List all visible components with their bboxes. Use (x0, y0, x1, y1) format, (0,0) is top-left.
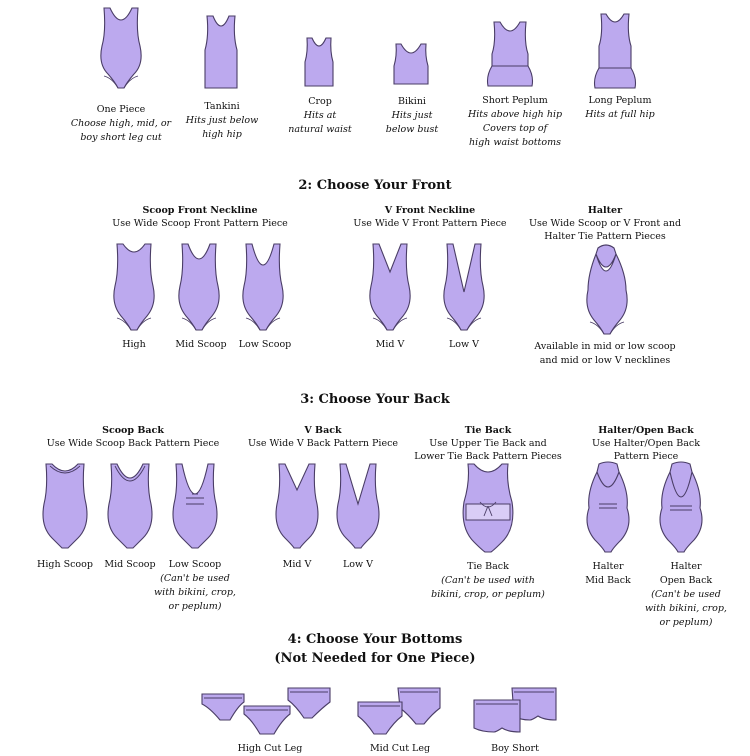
group-subtitle: Pattern Piece (613, 451, 679, 462)
low-v-back-illustration (336, 462, 380, 550)
bottoms-heading-line: 4: Choose Your Bottoms (287, 632, 463, 647)
tie-back-group-title (410, 424, 566, 463)
group-subtitle: Use Wide Scoop or V Front and (528, 218, 682, 229)
halter-front-group-title (520, 204, 690, 243)
group-title: V Front Neckline (384, 205, 476, 216)
crop-caption (270, 95, 370, 137)
option-note: Covers top of (482, 123, 548, 134)
front-mid-v-label: Mid V (375, 339, 405, 350)
tie-back-illustration (460, 462, 516, 554)
restriction-note: with bikini, crop, (154, 587, 236, 598)
option-note: Choose high, mid, or (70, 118, 172, 129)
long-peplum-caption (570, 94, 670, 122)
option-note: natural waist (288, 124, 352, 135)
option-note: Hits just (391, 110, 433, 121)
mid-cut-leg-illustration (356, 686, 442, 736)
one-piece-illustration (100, 6, 142, 90)
option-label: Short Peplum (482, 95, 548, 106)
option-note: below bust (385, 124, 439, 135)
group-title: Scoop Back (102, 425, 164, 436)
high-scoop-front-illustration (113, 242, 155, 332)
high-cut-leg-illustration (200, 686, 332, 738)
crop-illustration (303, 36, 335, 88)
option-label: Bikini (398, 96, 426, 107)
tankini-caption (172, 100, 272, 142)
group-subtitle: Use Wide V Back Pattern Piece (247, 438, 399, 449)
back-high-scoop-label: High Scoop (37, 559, 93, 570)
group-title: V Back (304, 425, 342, 436)
restriction-note: with bikini, crop, (645, 603, 727, 614)
option-label: Open Back (659, 575, 713, 586)
option-label: Halter (592, 561, 624, 572)
halter-open-back-group-title (575, 424, 717, 463)
halter-note-line: Available in mid or low scoop (534, 341, 676, 352)
section-heading-front: 2: Choose Your Front (298, 178, 452, 193)
back-low-scoop-caption (145, 558, 245, 614)
group-subtitle: Use Wide Scoop Front Pattern Piece (112, 218, 288, 229)
group-subtitle: Use Wide V Front Pattern Piece (353, 218, 507, 229)
back-mid-v-label: Mid V (282, 559, 312, 570)
group-title: Tie Back (464, 425, 512, 436)
halter-front-illustration (584, 244, 628, 336)
halter-note-line: and mid or low V necklines (539, 355, 671, 366)
long-peplum-illustration (593, 12, 637, 90)
scoop-back-group-title (40, 424, 226, 450)
low-scoop-back-illustration (172, 462, 218, 550)
low-v-front-illustration (443, 242, 485, 332)
option-label: Tankini (204, 101, 240, 112)
option-note: Hits just below (185, 115, 259, 126)
back-mid-scoop-label: Mid Scoop (104, 559, 156, 570)
option-label: Crop (308, 96, 332, 107)
short-peplum-caption (460, 94, 570, 150)
section-heading-bottoms (0, 630, 750, 668)
option-note: high waist bottoms (469, 137, 561, 148)
tankini-illustration (203, 14, 239, 90)
option-note: Hits above high hip (467, 109, 563, 120)
scoop-front-group-title (100, 204, 300, 230)
group-title: Scoop Front Neckline (142, 205, 258, 216)
option-note: high hip (202, 129, 242, 140)
option-note: boy short leg cut (80, 132, 162, 143)
halter-mid-back-label (568, 560, 648, 588)
low-scoop-front-illustration (242, 242, 284, 332)
halter-mid-back-illustration (585, 462, 631, 554)
mid-scoop-back-illustration (107, 462, 153, 550)
restriction-note: (Can't be used (651, 589, 721, 600)
option-label: Long Peplum (588, 95, 652, 106)
restriction-note: (Can't be used (160, 573, 230, 584)
halter-open-back-caption (640, 560, 732, 630)
high-cut-leg-label: High Cut Leg (237, 743, 303, 754)
group-subtitle: Lower Tie Back Pattern Pieces (414, 451, 562, 462)
mid-scoop-front-illustration (178, 242, 220, 332)
option-note: Hits at full hip (585, 109, 655, 120)
front-high-label: High (122, 339, 146, 350)
group-title: Halter (587, 205, 623, 216)
v-back-group-title (238, 424, 408, 450)
option-label: One Piece (96, 104, 146, 115)
mid-cut-leg-label: Mid Cut Leg (369, 743, 431, 754)
option-label: Low Scoop (168, 559, 222, 570)
front-low-scoop-label: Low Scoop (238, 339, 292, 350)
mid-v-front-illustration (369, 242, 411, 332)
restriction-note: or peplum) (168, 601, 222, 612)
option-label: Tie Back (467, 561, 509, 572)
option-note: Hits at (303, 110, 337, 121)
boy-short-illustration (472, 686, 558, 736)
high-scoop-back-illustration (42, 462, 88, 550)
boy-short-label: Boy Short (491, 743, 539, 754)
restriction-note: or peplum) (659, 617, 713, 628)
group-subtitle: Halter Tie Pattern Pieces (544, 231, 666, 242)
mid-v-back-illustration (275, 462, 319, 550)
group-subtitle: Use Halter/Open Back (591, 438, 701, 449)
bottoms-heading-line: (Not Needed for One Piece) (274, 651, 476, 666)
option-label: Mid Back (585, 575, 631, 586)
section-heading-back: 3: Choose Your Back (300, 392, 450, 407)
restriction-note: (Can't be used with (441, 575, 535, 586)
group-subtitle: Use Wide Scoop Back Pattern Piece (46, 438, 220, 449)
group-subtitle: Use Upper Tie Back and (429, 438, 547, 449)
restriction-note: bikini, crop, or peplum) (431, 589, 545, 600)
option-label: Halter (670, 561, 702, 572)
group-title: Halter/Open Back (598, 425, 694, 436)
one-piece-caption (66, 103, 176, 145)
halter-open-back-illustration (658, 462, 704, 554)
front-mid-scoop-label: Mid Scoop (175, 339, 227, 350)
tie-back-caption (418, 560, 558, 602)
front-low-v-label: Low V (448, 339, 480, 350)
bikini-illustration (392, 42, 430, 86)
bikini-caption (362, 95, 462, 137)
halter-front-note (520, 340, 690, 368)
v-front-group-title (335, 204, 525, 230)
short-peplum-illustration (486, 20, 534, 88)
back-low-v-label: Low V (342, 559, 374, 570)
